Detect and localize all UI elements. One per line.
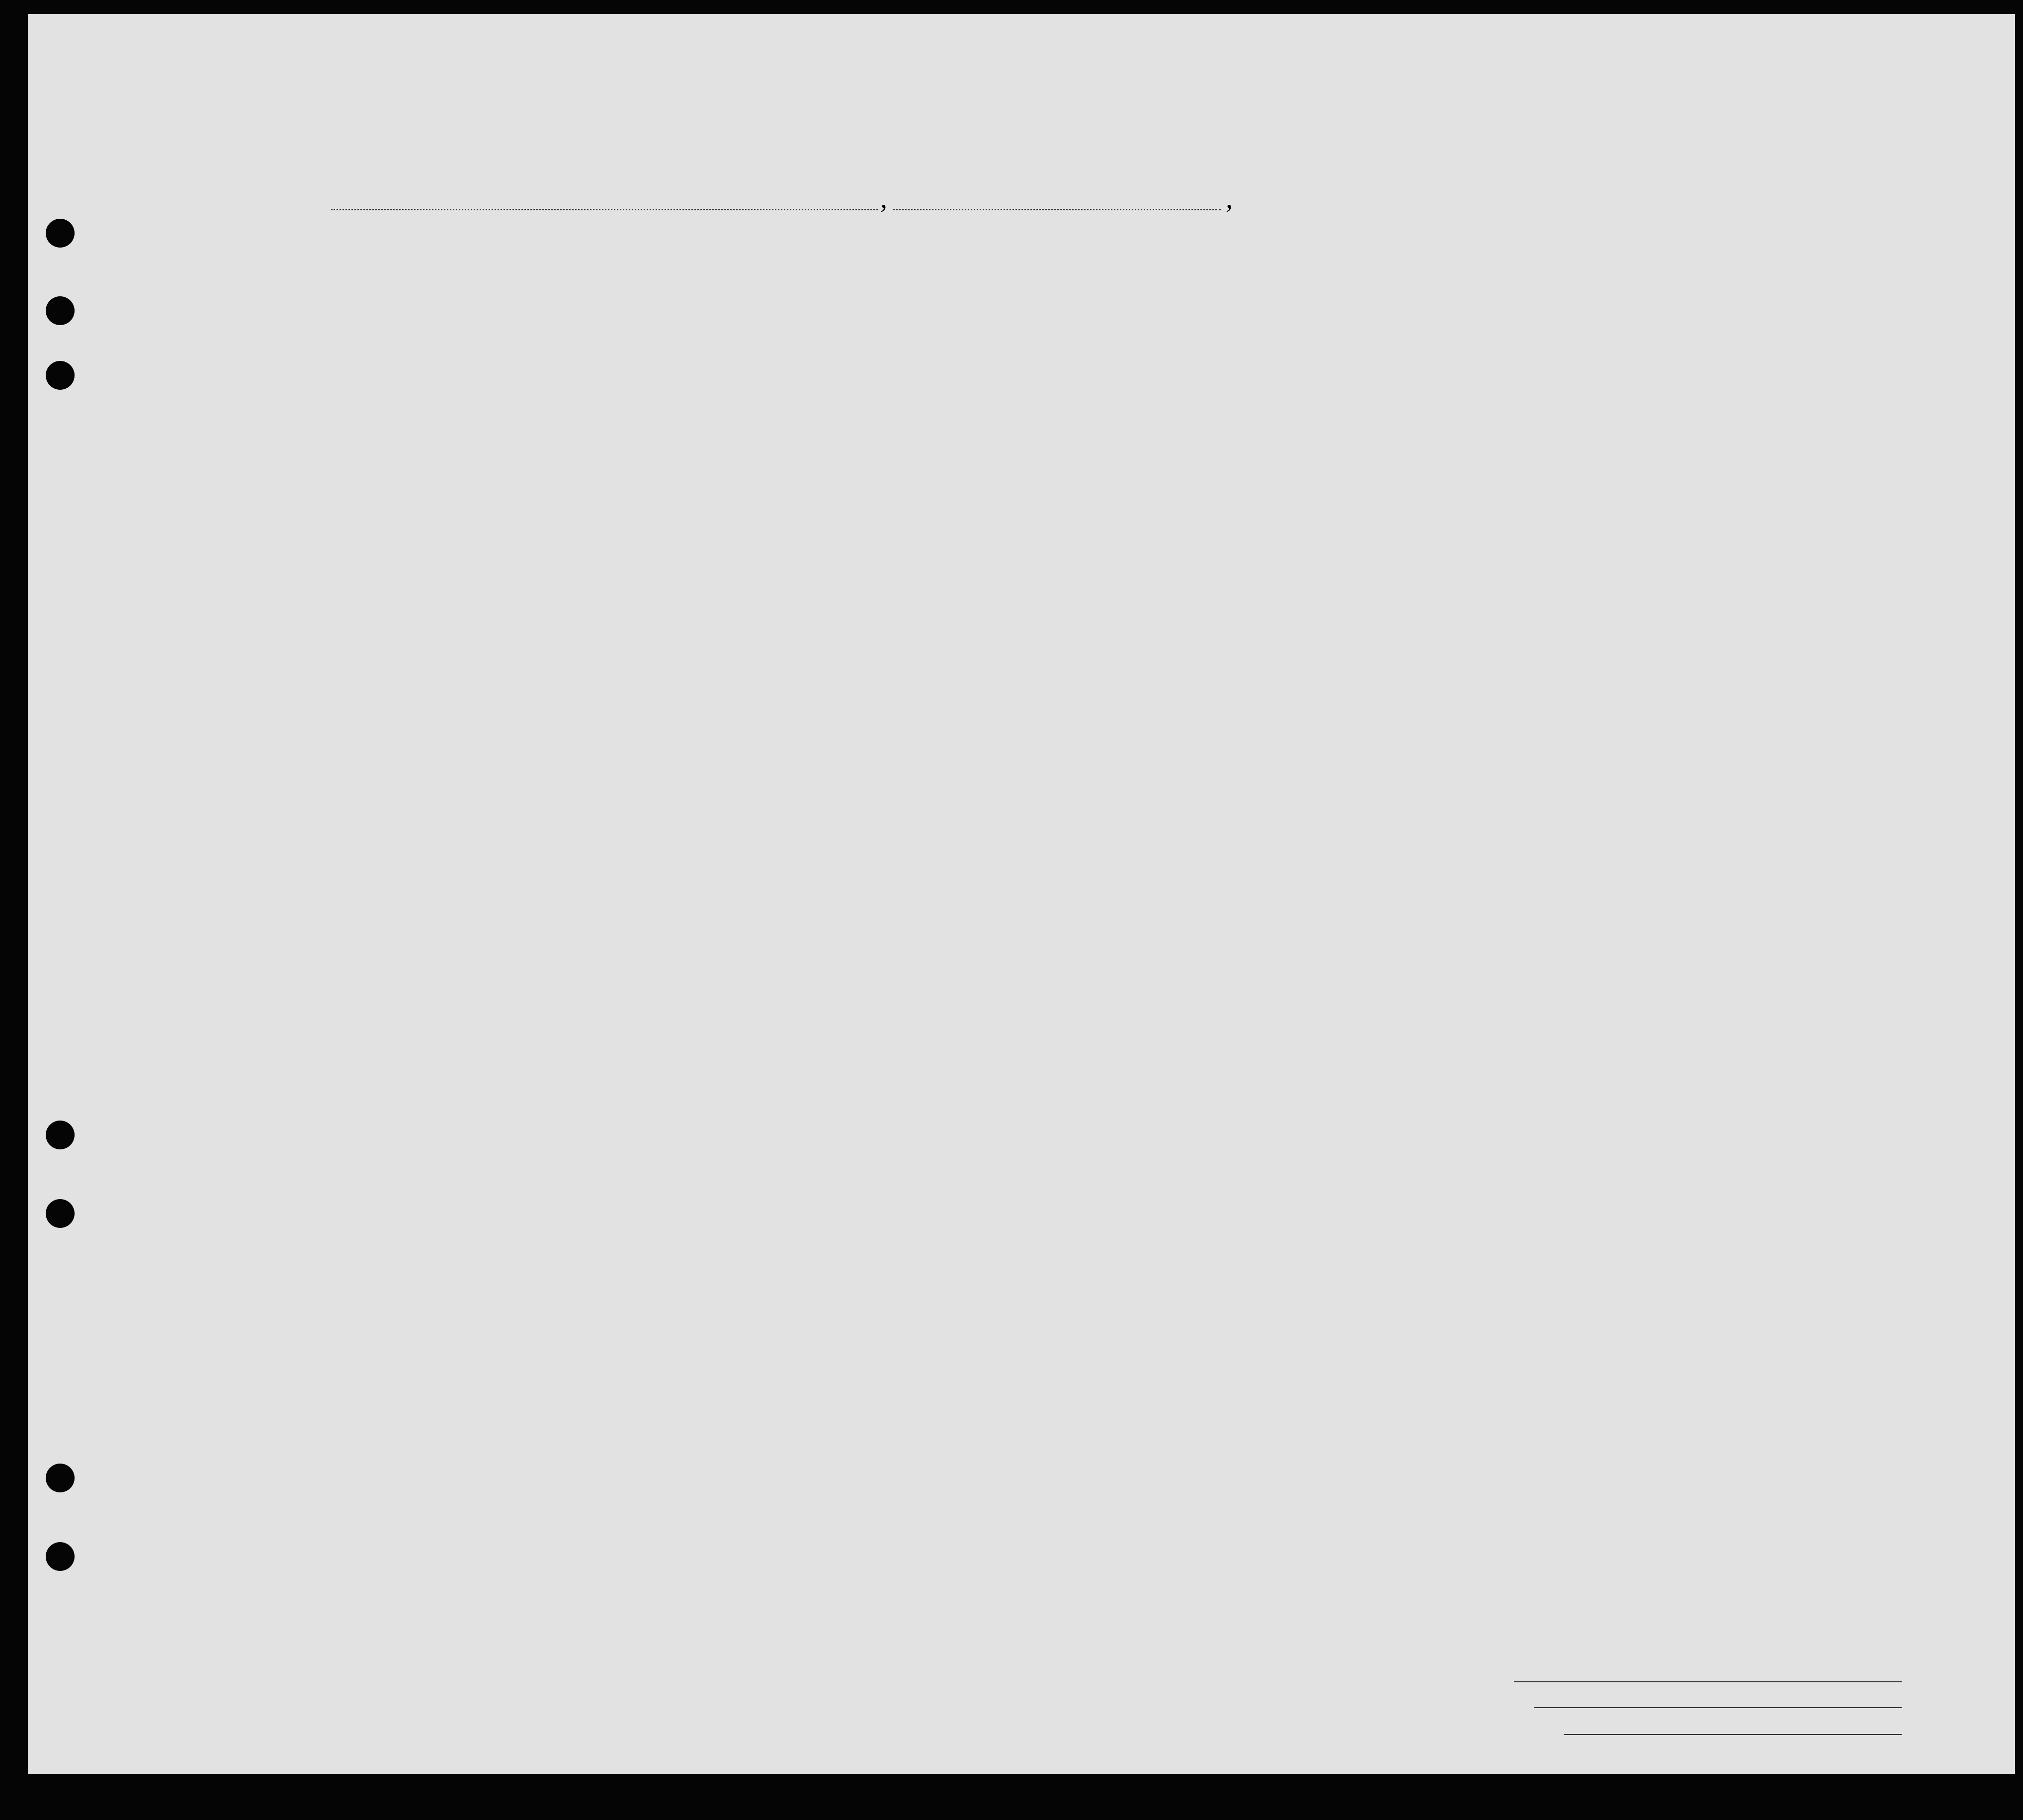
agents-underline <box>1564 1734 1902 1735</box>
line-underline <box>1514 1681 1902 1682</box>
manifest-sheet <box>28 14 2015 1774</box>
comma-2: , <box>1226 183 1233 214</box>
owners-underline <box>1534 1707 1902 1708</box>
comma-1: , <box>880 183 887 214</box>
table-grid <box>28 14 2015 1774</box>
